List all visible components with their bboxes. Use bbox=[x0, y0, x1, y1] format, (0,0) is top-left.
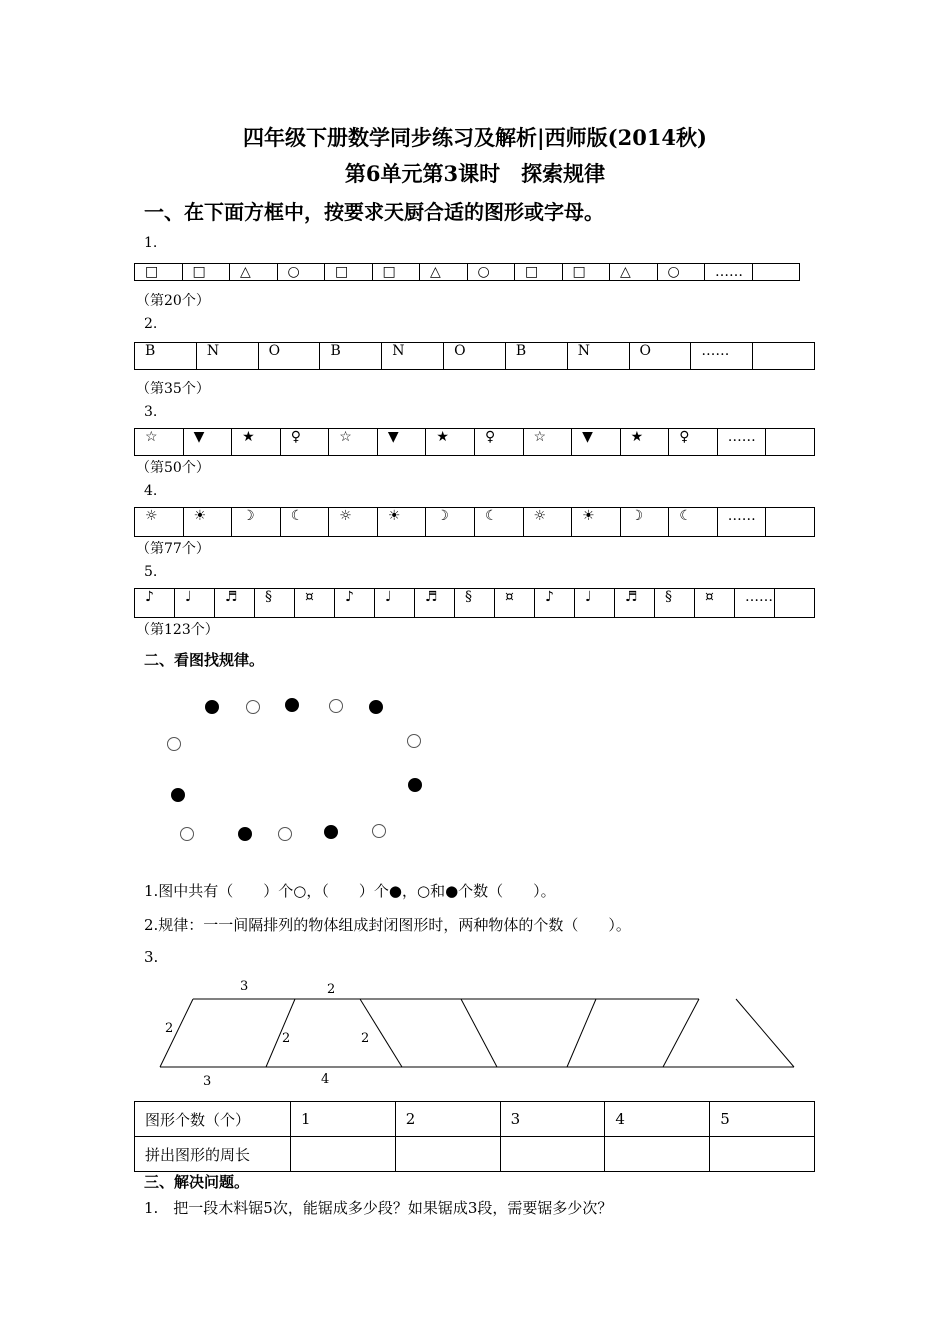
question-2-3-number: 3. bbox=[144, 948, 159, 966]
sequence-cell: § bbox=[455, 589, 495, 618]
sequence-cell: ♩ bbox=[375, 589, 415, 618]
side-label-top-2: 2 bbox=[327, 982, 336, 997]
sequence-cell: ☾ bbox=[474, 508, 523, 537]
sequence-cell: ▼ bbox=[572, 429, 621, 456]
side-label-left: 2 bbox=[165, 1021, 174, 1036]
problem-5-target: （第123个） bbox=[136, 622, 219, 638]
table-cell: 4 bbox=[605, 1102, 710, 1137]
sequence-cell: ☆ bbox=[523, 429, 572, 456]
side-label-mid-left: 2 bbox=[282, 1031, 291, 1046]
problem-5-number: 5. bbox=[144, 564, 158, 580]
sequence-cell: ☆ bbox=[329, 429, 378, 456]
sequence-cell: ♩ bbox=[175, 589, 215, 618]
problem-3-target: （第50个） bbox=[136, 460, 210, 476]
sequence-cell: ☾ bbox=[280, 508, 329, 537]
sequence-cell: …… bbox=[691, 343, 753, 370]
row-header-count: 图形个数（个） bbox=[135, 1102, 291, 1137]
sequence-cell: …… bbox=[705, 264, 753, 281]
sequence-cell: § bbox=[255, 589, 295, 618]
answer-cell[interactable] bbox=[605, 1137, 710, 1172]
document-title: 四年级下册数学同步练习及解析|西师版(2014秋) bbox=[243, 125, 707, 150]
sequence-cell: ▼ bbox=[377, 429, 426, 456]
sequence-cell: ¤ bbox=[695, 589, 735, 618]
sequence-cell: B bbox=[135, 343, 197, 370]
lesson-subtitle: 第6单元第3课时 探索规律 bbox=[344, 161, 606, 186]
question-3-1: 1. 把一段木料锯5次，能锯成多少段？如果锯成3段，需要锯多少次？ bbox=[144, 1199, 613, 1217]
row-header-perimeter: 拼出图形的周长 bbox=[135, 1137, 291, 1172]
sequence-cell: O bbox=[629, 343, 691, 370]
sequence-cell: △ bbox=[230, 264, 278, 281]
table-cell: 5 bbox=[710, 1102, 815, 1137]
problem-2-number: 2. bbox=[144, 316, 158, 332]
sequence-cell: ♬ bbox=[415, 589, 455, 618]
sequence-cell: …… bbox=[735, 589, 775, 618]
sequence-cell: ▼ bbox=[183, 429, 232, 456]
sequence-cell: ☽ bbox=[232, 508, 281, 537]
sequence-cell: ★ bbox=[426, 429, 475, 456]
perimeter-table bbox=[134, 1101, 815, 1172]
sequence-cell: ☽ bbox=[620, 508, 669, 537]
answer-cell[interactable] bbox=[500, 1137, 605, 1172]
side-label-mid-right: 2 bbox=[361, 1031, 370, 1046]
sequence-cell: ♀ bbox=[280, 429, 329, 456]
sequence-cell: □ bbox=[372, 264, 420, 281]
table-row bbox=[135, 1137, 815, 1172]
sequence-cell: ♬ bbox=[215, 589, 255, 618]
problem-3-number: 3. bbox=[144, 404, 158, 420]
sequence-cell: ☽ bbox=[426, 508, 475, 537]
question-2-2: 2.规律：一一间隔排列的物体组成封闭图形时，两种物体的个数（ ）。 bbox=[144, 916, 631, 934]
sequence-cell: ☼ bbox=[135, 508, 184, 537]
sequence-cell: O bbox=[444, 343, 506, 370]
sequence-cell: ☆ bbox=[135, 429, 184, 456]
problem-1-target: （第20个） bbox=[136, 293, 210, 309]
sequence-cell: …… bbox=[717, 508, 766, 537]
sequence-cell: ★ bbox=[232, 429, 281, 456]
sequence-cell: B bbox=[320, 343, 382, 370]
sequence-cell: ★ bbox=[620, 429, 669, 456]
question-2-1: 1.图中共有（ ）个○，（ ）个●，○和●个数（ ）。 bbox=[144, 882, 556, 900]
table-cell: 3 bbox=[500, 1102, 605, 1137]
sequence-cell: △ bbox=[610, 264, 658, 281]
sequence-cell: N bbox=[567, 343, 629, 370]
sequence-cell: ☾ bbox=[669, 508, 718, 537]
sequence-cell: □ bbox=[325, 264, 373, 281]
sequence-cell: ¤ bbox=[495, 589, 535, 618]
problem-4-target: （第77个） bbox=[136, 541, 210, 557]
answer-cell[interactable] bbox=[395, 1137, 500, 1172]
sequence-cell: ♀ bbox=[474, 429, 523, 456]
sequence-cell: ☼ bbox=[523, 508, 572, 537]
sequence-cell: ♀ bbox=[669, 429, 718, 456]
section-3-heading: 三、解决问题。 bbox=[144, 1173, 250, 1191]
sequence-cell: □ bbox=[515, 264, 563, 281]
problem-1-number: 1. bbox=[144, 235, 158, 251]
sequence-cell: ☼ bbox=[329, 508, 378, 537]
side-label-top-1: 3 bbox=[240, 979, 249, 994]
sequence-cell: □ bbox=[135, 264, 183, 281]
sequence-cell: ○ bbox=[467, 264, 515, 281]
sequence-cell: …… bbox=[717, 429, 766, 456]
problem-4-number: 4. bbox=[144, 483, 158, 499]
sequence-cell: ¤ bbox=[295, 589, 335, 618]
side-label-bottom-1: 3 bbox=[203, 1074, 212, 1089]
table-cell: 1 bbox=[291, 1102, 396, 1137]
section-2-heading: 二、看图找规律。 bbox=[144, 651, 265, 669]
table-row bbox=[135, 1102, 815, 1137]
sequence-cell: ○ bbox=[277, 264, 325, 281]
side-label-bottom-2: 4 bbox=[321, 1072, 330, 1087]
sequence-cell: N bbox=[382, 343, 444, 370]
sequence-cell: N bbox=[196, 343, 258, 370]
sequence-cell: ♪ bbox=[535, 589, 575, 618]
sequence-cell: § bbox=[655, 589, 695, 618]
sequence-cell: ♬ bbox=[615, 589, 655, 618]
sequence-cell: ☀ bbox=[183, 508, 232, 537]
answer-cell[interactable] bbox=[291, 1137, 396, 1172]
problem-2-target: （第35个） bbox=[136, 381, 210, 397]
sequence-cell: ♩ bbox=[575, 589, 615, 618]
answer-cell[interactable] bbox=[710, 1137, 815, 1172]
section-1-heading: 一、在下面方框中，按要求天厨合适的图形或字母。 bbox=[144, 200, 604, 224]
sequence-cell: O bbox=[258, 343, 320, 370]
sequence-cell: B bbox=[505, 343, 567, 370]
sequence-cell: ☀ bbox=[572, 508, 621, 537]
sequence-cell: △ bbox=[420, 264, 468, 281]
sequence-cell: ○ bbox=[657, 264, 705, 281]
sequence-cell: ☀ bbox=[377, 508, 426, 537]
sequence-cell: □ bbox=[182, 264, 230, 281]
table-cell: 2 bbox=[395, 1102, 500, 1137]
sequence-cell: ♪ bbox=[135, 589, 175, 618]
sequence-cell: □ bbox=[562, 264, 610, 281]
sequence-cell: ♪ bbox=[335, 589, 375, 618]
